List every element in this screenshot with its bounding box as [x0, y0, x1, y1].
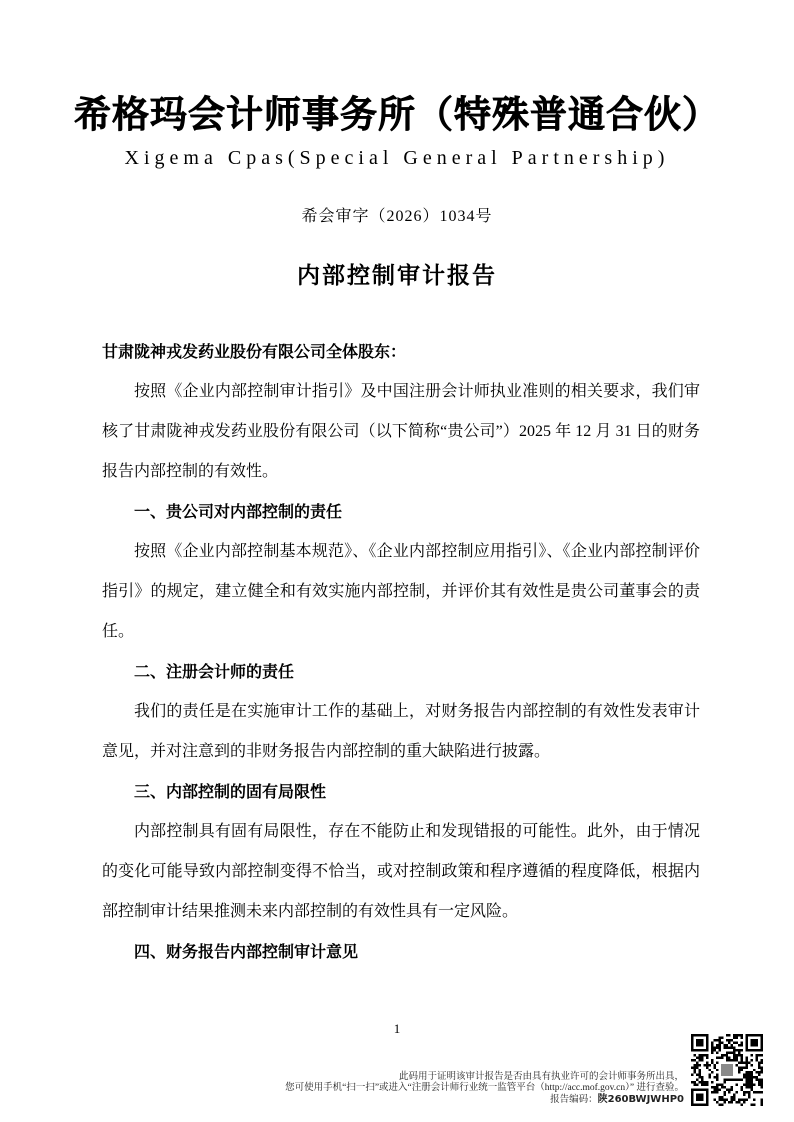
section-3-paragraph: 内部控制具有固有局限性，存在不能防止和发现错报的可能性。此外，由于情况的变化可能导致内部控制变得不恰当，或对控制政策和程序遵循的程度降低，根据内部控制审计结果推测未来内部控制的有效性具有一定风险。: [102, 823, 700, 920]
section-2-heading: 二、注册会计师的责任: [134, 662, 295, 681]
salutation-line: 甘肃陇神戎发药业股份有限公司全体股东：: [102, 342, 407, 361]
report-title: 内部控制审计报告: [297, 263, 497, 289]
report-code-line: [285, 1094, 684, 1106]
report-header: [0, 84, 794, 290]
verification-qr-code-icon: [691, 1034, 763, 1106]
report-code-label: 报告编码：: [550, 1095, 598, 1105]
qr-note-line2: 您可使用手机“扫一扫”或进入“注册会计师行业统一监管平台（http://acc.mof.gov.cn）” 进行查验。: [285, 1083, 684, 1093]
section-1-heading: 一、贵公司对内部控制的责任: [134, 502, 343, 521]
section-4-heading: 四、财务报告内部控制审计意见: [134, 942, 359, 961]
report-body: [102, 332, 700, 972]
intro-paragraph: 按照《企业内部控制审计指引》及中国注册会计师执业准则的相关要求，我们审核了甘肃陇神戎发药业股份有限公司（以下简称“贵公司”）2025 年 12 月 31 日的财务报告内部控制的有效性。: [102, 383, 700, 480]
firm-name-english: Xigema Cpas(Special General Partnership): [124, 147, 670, 169]
section-1-paragraph: 按照《企业内部控制基本规范》、《企业内部控制应用指引》、《企业内部控制评价指引》的规定，建立健全和有效实施内部控制，并评价其有效性是贵公司董事会的责任。: [102, 543, 700, 640]
qr-note-line1: 此码用于证明该审计报告是否由具有执业许可的会计师事务所出具，: [398, 1072, 684, 1082]
report-code-value: 陕260BWJWHP0: [597, 1094, 684, 1105]
section-2-paragraph: 我们的责任是在实施审计工作的基础上，对财务报告内部控制的有效性发表审计意见，并对注意到的非财务报告内部控制的重大缺陷进行披露。: [102, 703, 700, 760]
firm-name-chinese: 希格玛会计师事务所（特殊普通合伙）: [74, 93, 720, 136]
document-number: 希会审字（2026）1034号: [301, 208, 493, 225]
section-3-heading: 三、内部控制的固有局限性: [134, 782, 327, 801]
page-number: 1: [393, 1021, 401, 1036]
qr-verification-note: [285, 1072, 684, 1106]
